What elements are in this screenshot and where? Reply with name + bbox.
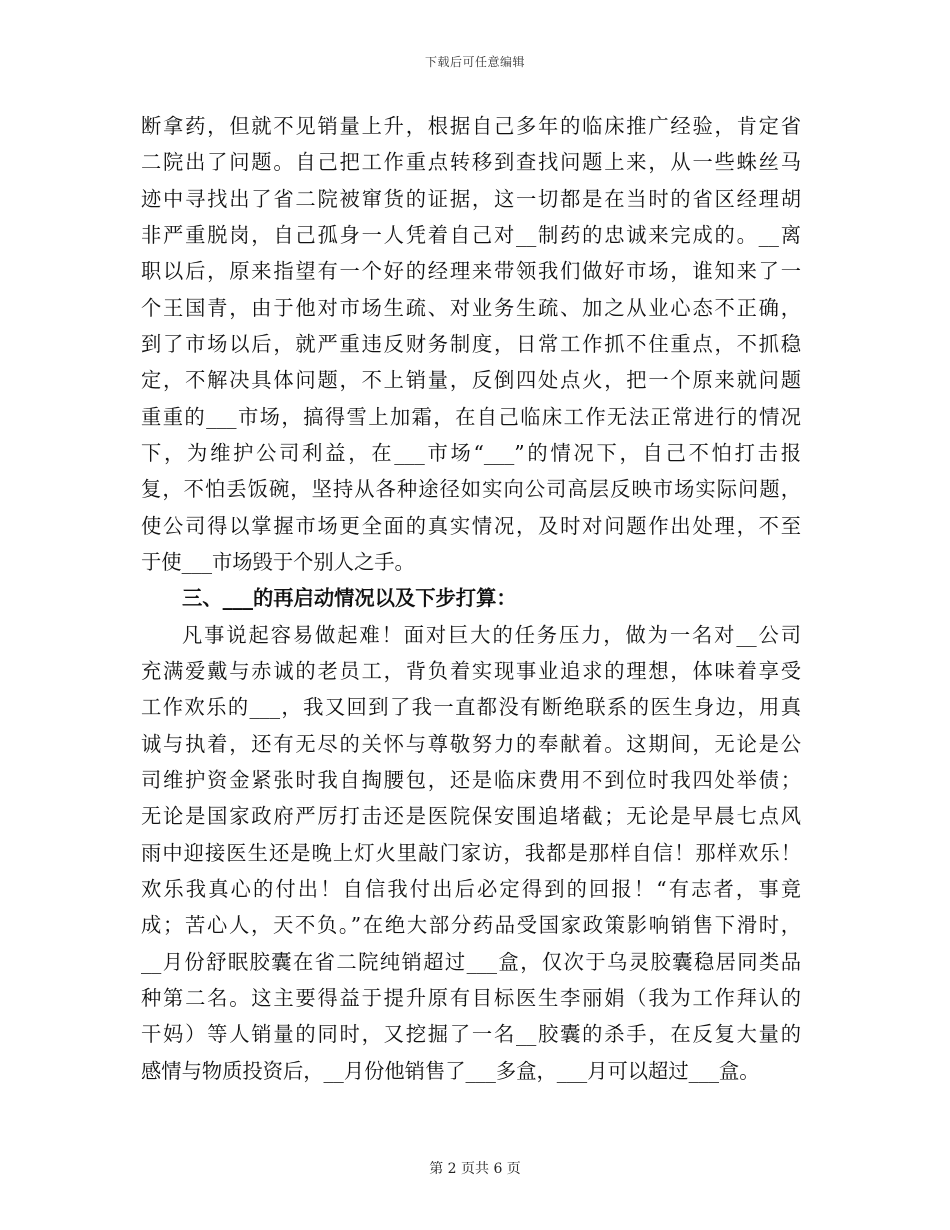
- text-line: 诚与执着，还有无尽的关怀与尊敬努力的奉献着。这期间，无论是公: [141, 732, 801, 756]
- text-line: 感情与物质投资后，__月份他销售了___多盒，___月可以超过___盒。: [141, 1059, 760, 1083]
- section-heading: 三、___的再启动情况以及下步打算：: [182, 586, 517, 610]
- text-line: 于使___市场毁于个别人之手。: [141, 550, 415, 574]
- text-line: 个王国青，由于他对市场生疏、对业务生疏、加之从业心态不正确，: [141, 296, 801, 320]
- text-line: 断拿药，但就不见销量上升，根据自己多年的临床推广经验，肯定省: [141, 114, 801, 138]
- text-line: __月份舒眠胶囊在省二院纯销超过___盒，仅次于乌灵胶囊稳居同类品: [141, 950, 801, 974]
- text-line: 雨中迎接医生还是晚上灯火里敲门家访，我都是那样自信！那样欢乐！: [141, 841, 801, 865]
- text-line: 复，不怕丢饭碗，坚持从各种途径如实向公司高层反映市场实际问题，: [141, 477, 801, 501]
- text-line: 迹中寻找出了省二院被窜货的证据，这一切都是在当时的省区经理胡: [141, 187, 801, 211]
- page-header: 下载后可任意编辑: [424, 55, 525, 69]
- text-line: 种第二名。这主要得益于提升原有目标医生李丽娟（我为工作拜认的: [141, 986, 801, 1010]
- text-line: 充满爱戴与赤诚的老员工，背负着实现事业追求的理想，体味着享受: [141, 659, 801, 683]
- text-line: 职以后，原来指望有一个好的经理来带领我们做好市场，谁知来了一: [141, 259, 801, 283]
- text-line: 到了市场以后，就严重违反财务制度，日常工作抓不住重点，不抓稳: [141, 332, 801, 356]
- text-line: 无论是国家政府严厉打击还是医院保安围追堵截；无论是早晨七点风: [141, 804, 801, 828]
- text-line: 干妈）等人销量的同时，又挖掘了一名__胶囊的杀手，在反复大量的: [141, 1022, 801, 1046]
- text-line: 非严重脱岗，自己孤身一人凭着自己对__制药的忠诚来完成的。__离: [141, 223, 801, 247]
- text-line: 凡事说起容易做起难！面对巨大的任务压力，做为一名对__公司: [182, 623, 801, 647]
- text-line: 二院出了问题。自己把工作重点转移到查找问题上来，从一些蛛丝马: [141, 150, 801, 174]
- text-line: 重重的___市场，搞得雪上加霜，在自己临床工作无法正常进行的情况: [141, 405, 801, 429]
- text-line: 成；苦心人，天不负。”在绝大部分药品受国家政策影响销售下滑时，: [141, 913, 801, 937]
- text-line: 工作欢乐的___，我又回到了我一直都没有断绝联系的医生身边，用真: [141, 695, 801, 719]
- text-line: 定，不解决具体问题，不上销量，反倒四处点火，把一个原来就问题: [141, 368, 801, 392]
- text-line: 司维护资金紧张时我自掏腰包，还是临床费用不到位时我四处举债；: [141, 768, 801, 792]
- text-line: 下，为维护公司利益，在___市场“___”的情况下，自己不怕打击报: [141, 441, 801, 465]
- page-footer: 第 2 页共 6 页: [429, 1161, 521, 1177]
- text-line: 欢乐我真心的付出！自信我付出后必定得到的回报！“有志者，事竟: [141, 877, 801, 901]
- text-line: 使公司得以掌握市场更全面的真实情况，及时对问题作出处理，不至: [141, 514, 801, 538]
